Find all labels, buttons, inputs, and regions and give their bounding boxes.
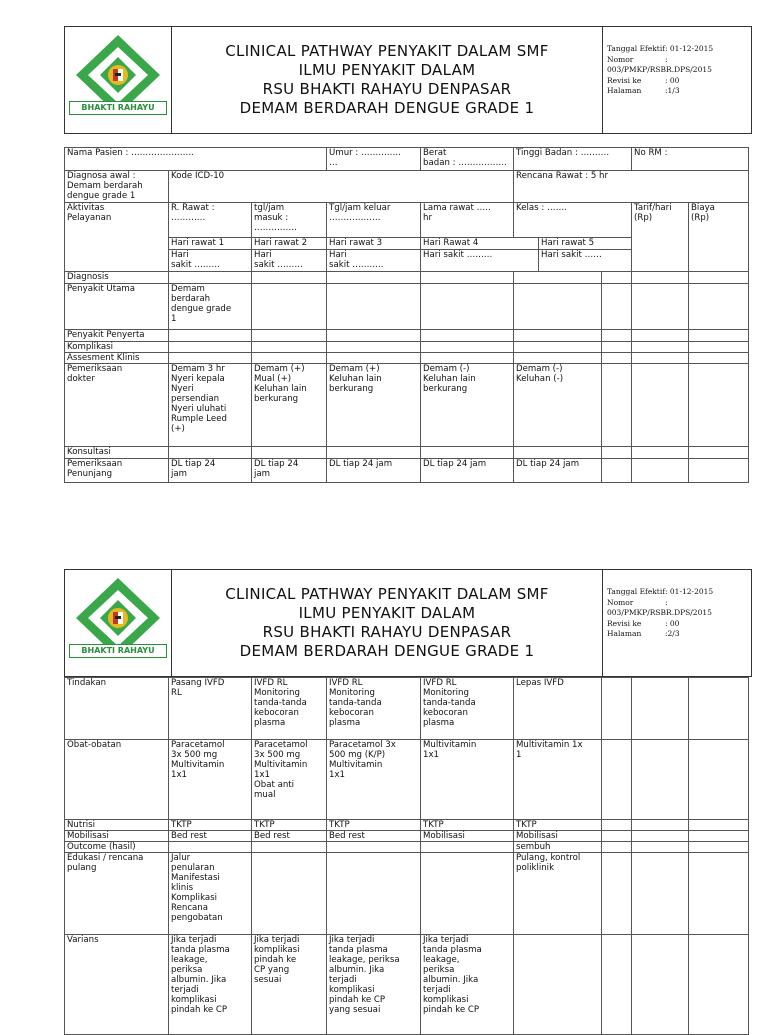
diagnosis-label: Diagnosis	[65, 272, 169, 284]
hari-rawat-1: Hari rawat 1	[169, 238, 252, 250]
revisi-value: : 00	[665, 618, 680, 628]
obat-day-2: Paracetamol 3x 500 mg Multivitamin 1x1 Obat anti mual	[252, 740, 327, 820]
revisi-label: Revisi ke	[607, 75, 642, 85]
edukasi-label: Edukasi / rencana pulang	[65, 853, 169, 935]
form-title	[172, 27, 603, 133]
berat-badan-field[interactable]: Berat badan : ……………..	[421, 148, 514, 171]
varians-day-4: Jika terjadi tanda plasma leakage, periksa albumin. Jika terjadi komplikasi pindah ke CP	[421, 935, 514, 1035]
nutrisi-day-2: TKTP	[252, 820, 327, 831]
nutrisi-label: Nutrisi	[65, 820, 169, 831]
document-meta	[603, 570, 751, 676]
hari-sakit-4[interactable]: Hari sakit ………	[421, 250, 539, 272]
r-rawat-field[interactable]: R. Rawat : …………	[169, 203, 252, 238]
halaman-value: :2/3	[665, 629, 680, 638]
obat-obatan-label: Obat-obatan	[65, 740, 169, 820]
rencana-rawat-field: Rencana Rawat : 5 hr	[514, 171, 749, 203]
title-line-3: RSU BHAKTI RAHAYU DENPASAR	[262, 623, 512, 641]
outcome-day-5: sembuh	[514, 842, 602, 853]
nomor-label: Nomor	[607, 597, 634, 607]
pemeriksaan-dokter-day-3: Demam (+) Keluhan lain berkurang	[327, 364, 421, 447]
tarif-header: Tarif/hari (Rp)	[632, 203, 689, 272]
hari-rawat-2: Hari rawat 2	[252, 238, 327, 250]
tindakan-day-2: IVFD RL Monitoring tanda-tanda kebocoran plasma	[252, 678, 327, 740]
konsultasi-label: Konsultasi	[65, 447, 169, 459]
hari-rawat-5: Hari rawat 5	[539, 238, 632, 250]
pemeriksaan-penunjang-day-5: DL tiap 24 jam	[514, 459, 602, 483]
tinggi-badan-field[interactable]: Tinggi Badan : ……….	[514, 148, 632, 171]
pathway-table-2	[64, 677, 749, 1035]
pemeriksaan-penunjang-label: Pemeriksaan Penunjang	[65, 459, 169, 483]
nomor-value: :	[665, 597, 668, 607]
hari-sakit-5[interactable]: Hari sakit ……	[539, 250, 632, 272]
mobilisasi-day-3: Bed rest	[327, 831, 421, 842]
revisi-label: Revisi ke	[607, 618, 642, 628]
varians-day-3: Jika terjadi tanda plasma leakage, periksa albumin. Jika terjadi komplikasi pindah ke CP yang sesuai	[327, 935, 421, 1035]
logo-text: BHAKTI RAHAYU	[69, 644, 167, 658]
nutrisi-day-3: TKTP	[327, 820, 421, 831]
title-line-2: ILMU PENYAKIT DALAM	[298, 61, 476, 79]
logo-emblem-icon	[65, 27, 171, 133]
tindakan-day-5: Lepas IVFD	[514, 678, 602, 740]
title-line-3: RSU BHAKTI RAHAYU DENPASAR	[262, 80, 512, 98]
logo-text: BHAKTI RAHAYU	[69, 101, 167, 115]
nomor-code: 003/PMKP/RSBR.DPS/2015	[607, 608, 712, 617]
obat-day-5: Multivitamin 1x 1	[514, 740, 602, 820]
hari-sakit-1[interactable]: Hari sakit ………	[169, 250, 252, 272]
tanggal-label: Tanggal Efektif	[607, 587, 666, 596]
revisi-value: : 00	[665, 75, 680, 85]
no-rm-field[interactable]: No RM :	[632, 148, 749, 171]
hospital-logo	[65, 27, 172, 133]
tgl-masuk-field[interactable]: tgl/jam masuk : ……………	[252, 203, 327, 238]
mobilisasi-day-1: Bed rest	[169, 831, 252, 842]
title-line-2: ILMU PENYAKIT DALAM	[298, 604, 476, 622]
varians-day-2: Jika terjadi komplikasi pindah ke CP yang sesuai	[252, 935, 327, 1035]
nama-pasien-field[interactable]: Nama Pasien : ………………….	[65, 148, 327, 171]
varians-label: Varians	[65, 935, 169, 1035]
biaya-header: Biaya (Rp)	[689, 203, 749, 272]
form-header	[64, 569, 752, 677]
tindakan-label: Tindakan	[65, 678, 169, 740]
pemeriksaan-dokter-day-4: Demam (-) Keluhan lain berkurang	[421, 364, 514, 447]
kode-icd-field[interactable]: Kode ICD-10	[169, 171, 514, 203]
hospital-logo	[65, 570, 172, 676]
mobilisasi-day-4: Mobilisasi	[421, 831, 514, 842]
edukasi-day-5: Pulang, kontrol poliklinik	[514, 853, 602, 935]
halaman-value: :1/3	[665, 86, 680, 95]
tindakan-day-3: IVFD RL Monitoring tanda-tanda kebocoran plasma	[327, 678, 421, 740]
aktivitas-pelayanan-label: Aktivitas Pelayanan	[65, 203, 169, 272]
hari-sakit-2[interactable]: Hari sakit ………	[252, 250, 327, 272]
nomor-value: :	[665, 54, 668, 64]
nutrisi-day-5: TKTP	[514, 820, 602, 831]
tanggal-value: : 01-12-2015	[665, 587, 714, 596]
pemeriksaan-penunjang-day-3: DL tiap 24 jam	[327, 459, 421, 483]
lama-rawat-field[interactable]: Lama rawat ….. hr	[421, 203, 514, 238]
penyakit-utama-label: Penyakit Utama	[65, 284, 169, 330]
nutrisi-day-1: TKTP	[169, 820, 252, 831]
komplikasi-label: Komplikasi	[65, 342, 169, 353]
tgl-keluar-field[interactable]: Tgl/jam keluar ………………	[327, 203, 421, 238]
hari-rawat-3: Hari rawat 3	[327, 238, 421, 250]
pemeriksaan-dokter-day-5: Demam (-) Keluhan (-)	[514, 364, 602, 447]
tanggal-label: Tanggal Efektif	[607, 44, 666, 53]
obat-day-1: Paracetamol 3x 500 mg Multivitamin 1x1	[169, 740, 252, 820]
penyakit-utama-value: Demam berdarah dengue grade 1	[169, 284, 252, 330]
form-header	[64, 26, 752, 134]
pemeriksaan-dokter-label: Pemeriksaan dokter	[65, 364, 169, 447]
diagnosa-awal-label: Diagnosa awal : Demam berdarah dengue grade 1	[65, 171, 169, 203]
title-line-1: CLINICAL PATHWAY PENYAKIT DALAM SMF	[225, 42, 549, 60]
obat-day-4: Multivitamin 1x1	[421, 740, 514, 820]
logo-emblem-icon	[65, 570, 171, 676]
halaman-label: Halaman	[607, 86, 642, 95]
penyakit-penyerta-label: Penyakit Penyerta	[65, 330, 169, 342]
mobilisasi-day-5: Mobilisasi	[514, 831, 602, 842]
obat-day-3: Paracetamol 3x 500 mg (K/P) Multivitamin 1x1	[327, 740, 421, 820]
document-meta	[603, 27, 751, 133]
nomor-label: Nomor	[607, 54, 634, 64]
hari-rawat-4: Hari Rawat 4	[421, 238, 539, 250]
pemeriksaan-penunjang-day-2: DL tiap 24 jam	[252, 459, 327, 483]
tanggal-value: : 01-12-2015	[665, 44, 714, 53]
tindakan-day-1: Pasang IVFD RL	[169, 678, 252, 740]
title-line-1: CLINICAL PATHWAY PENYAKIT DALAM SMF	[225, 585, 549, 603]
outcome-label: Outcome (hasil)	[65, 842, 169, 853]
mobilisasi-label: Mobilisasi	[65, 831, 169, 842]
umur-field[interactable]: Umur : ………….. …	[327, 148, 421, 171]
pemeriksaan-dokter-day-2: Demam (+) Mual (+) Keluhan lain berkurang	[252, 364, 327, 447]
varians-day-1: Jika terjadi tanda plasma leakage, periksa albumin. Jika terjadi komplikasi pindah ke CP	[169, 935, 252, 1035]
pemeriksaan-penunjang-day-1: DL tiap 24 jam	[169, 459, 252, 483]
hari-sakit-3[interactable]: Hari sakit ………..	[327, 250, 421, 272]
nutrisi-day-4: TKTP	[421, 820, 514, 831]
mobilisasi-day-2: Bed rest	[252, 831, 327, 842]
title-line-4: DEMAM BERDARAH DENGUE GRADE 1	[239, 642, 535, 660]
pemeriksaan-penunjang-day-4: DL tiap 24 jam	[421, 459, 514, 483]
halaman-label: Halaman	[607, 629, 642, 638]
pathway-table-1	[64, 147, 749, 483]
tindakan-day-4: IVFD RL Monitoring tanda-tanda kebocoran plasma	[421, 678, 514, 740]
kelas-field[interactable]: Kelas : …….	[514, 203, 632, 238]
assesment-klinis-label: Assesment Klinis	[65, 353, 169, 364]
nomor-code: 003/PMKP/RSBR.DPS/2015	[607, 65, 712, 74]
title-line-4: DEMAM BERDARAH DENGUE GRADE 1	[239, 99, 535, 117]
form-title	[172, 570, 603, 676]
edukasi-day-1: Jalur penularan Manifestasi klinis Komplikasi Rencana pengobatan	[169, 853, 252, 935]
pemeriksaan-dokter-day-1: Demam 3 hr Nyeri kepala Nyeri persendian Nyeri uluhati Rumple Leed (+)	[169, 364, 252, 447]
